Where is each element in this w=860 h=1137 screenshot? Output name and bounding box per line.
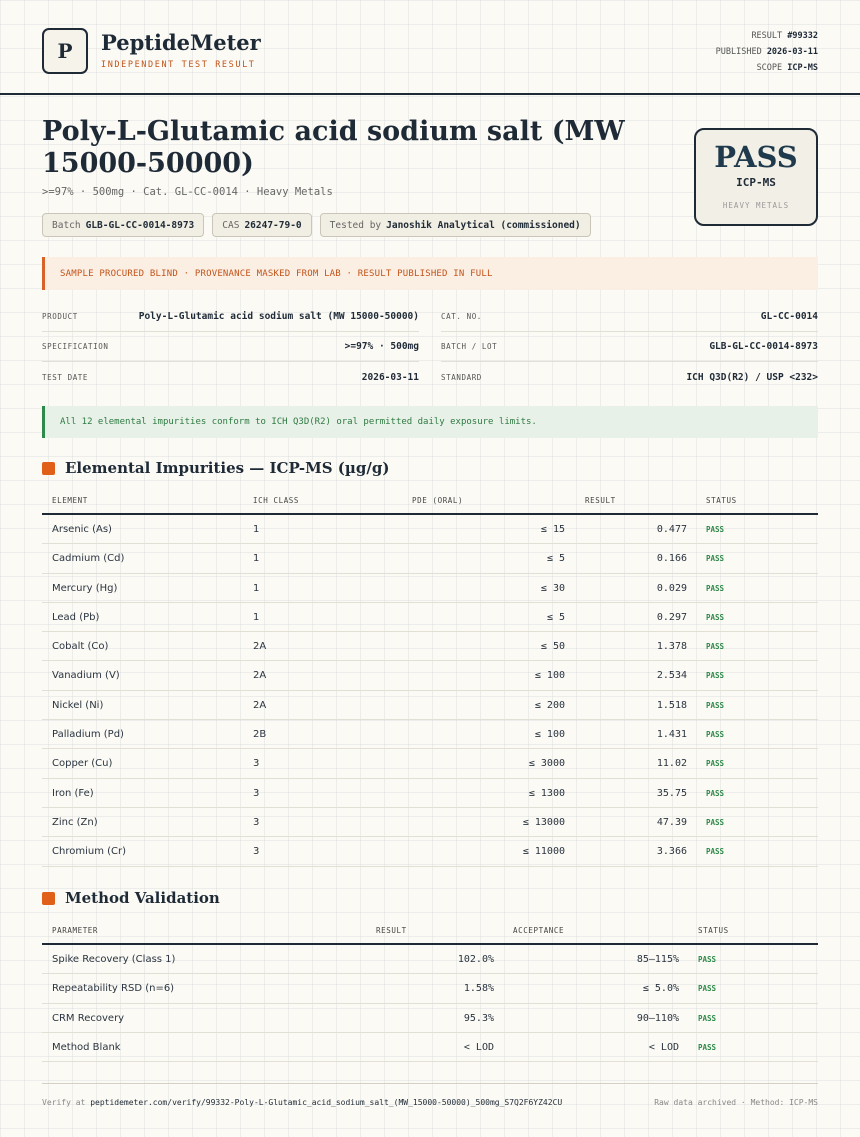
logo-mark: P	[42, 28, 88, 74]
element-name: Zinc (Zn)	[52, 816, 98, 828]
info-row-test-date	[42, 362, 419, 392]
ich-class: 1	[253, 524, 260, 535]
ich-class: 2A	[253, 641, 267, 653]
table-row	[42, 632, 818, 661]
info-column-right	[441, 302, 818, 392]
info-value: 2026-03-11	[361, 371, 419, 383]
table-row	[42, 974, 818, 1003]
element-name: Copper (Cu)	[52, 758, 113, 770]
acceptance-range: 90–110%	[636, 1012, 679, 1024]
section-marker-icon	[42, 462, 55, 475]
status-pass-badge: PASS	[706, 759, 725, 769]
result-value: 0.477	[656, 524, 687, 535]
status-pass-badge: PASS	[706, 700, 725, 710]
verdict-badge	[694, 128, 818, 226]
cas-chip	[212, 213, 311, 237]
status-pass-badge: PASS	[698, 955, 717, 964]
info-value: GL-CC-0014	[760, 311, 818, 322]
acceptance-range: < LOD	[648, 1041, 679, 1053]
product-subtitle: >=97% · 500mg · Cat. GL-CC-0014 · Heavy Metals	[42, 186, 333, 198]
scope-value: ICP-MS	[787, 63, 818, 73]
pde-limit: ≤ 5	[546, 553, 565, 565]
verify-link[interactable]: peptidemeter.com/verify/99332-Poly-L-Glutamic_acid_sodium_salt_(MW_15000-50000)_500mg_S7Q2F6YZ42CU	[90, 1098, 563, 1107]
column-header: STATUS	[706, 496, 737, 505]
table-header	[42, 493, 818, 515]
chip-value: Janoshik Analytical (commissioned)	[386, 219, 581, 231]
section-title: Method Validation	[65, 889, 220, 907]
brand-name: PeptideMeter	[101, 30, 261, 55]
chip-label: Batch	[52, 219, 81, 231]
column-header: RESULT	[585, 496, 616, 505]
pde-limit: ≤ 200	[534, 699, 565, 711]
verify-prefix: Verify at	[42, 1098, 86, 1107]
table-row	[42, 945, 818, 974]
section-title: Elemental Impurities — ICP-MS (µg/g)	[65, 459, 390, 477]
product-title: Poly-L-Glutamic acid sodium salt (MW 15000-50000)	[42, 116, 625, 179]
ich-class: 2A	[253, 699, 267, 711]
info-row-specification	[42, 332, 419, 362]
table-row	[42, 720, 818, 749]
status-pass-badge: PASS	[706, 730, 725, 740]
procurement-notice: SAMPLE PROCURED BLIND · PROVENANCE MASKED FROM LAB · RESULT PUBLISHED IN FULL	[42, 257, 818, 290]
verify-line	[42, 1098, 562, 1107]
result-value: 3.366	[656, 846, 687, 858]
table-row	[42, 515, 818, 544]
status-pass-badge: PASS	[698, 1013, 717, 1023]
info-row-standard	[441, 362, 818, 392]
result-value: 95.3%	[463, 1012, 494, 1024]
pde-limit: ≤ 13000	[522, 816, 565, 828]
parameter-name: CRM Recovery	[52, 1012, 125, 1024]
info-label: SPECIFICATION	[42, 342, 109, 351]
chip-value: GLB-GL-CC-0014-8973	[85, 219, 195, 231]
scope-label: SCOPE	[756, 63, 783, 73]
published-label: PUBLISHED	[715, 47, 762, 57]
batch-chip	[42, 213, 204, 237]
pde-limit: ≤ 1300	[528, 787, 565, 799]
info-value: GLB-GL-CC-0014-8973	[709, 341, 818, 352]
ich-class: 3	[253, 816, 260, 828]
table-row	[42, 603, 818, 632]
column-header: PDE (ORAL)	[412, 496, 464, 505]
info-row-batch	[441, 332, 818, 362]
result-value: 1.378	[656, 641, 687, 653]
result-value: 35.75	[656, 787, 687, 799]
status-pass-badge: PASS	[706, 671, 725, 681]
pde-limit: ≤ 100	[534, 729, 565, 741]
info-row-product	[42, 302, 419, 332]
validation-heading	[42, 889, 220, 907]
verdict-scope: HEAVY METALS	[722, 201, 790, 210]
table-row	[42, 1033, 818, 1062]
status-pass-badge: PASS	[706, 583, 725, 593]
pde-limit: ≤ 15	[540, 524, 565, 535]
column-header: ICH CLASS	[253, 496, 300, 505]
brand-tagline: INDEPENDENT TEST RESULT	[101, 60, 256, 70]
parameter-name: Spike Recovery (Class 1)	[52, 954, 176, 965]
impurities-heading	[42, 459, 389, 477]
info-label: TEST DATE	[42, 372, 89, 382]
result-value: 0.166	[656, 553, 687, 565]
impurities-table	[42, 493, 818, 867]
ich-class: 2A	[253, 670, 267, 682]
element-name: Nickel (Ni)	[52, 699, 104, 711]
element-name: Lead (Pb)	[52, 611, 100, 623]
pde-limit: ≤ 11000	[522, 846, 565, 858]
result-value: < LOD	[463, 1041, 494, 1053]
validation-table	[42, 923, 818, 1062]
status-pass-badge: PASS	[706, 847, 725, 857]
result-value: 47.39	[656, 816, 687, 828]
status-pass-badge: PASS	[706, 642, 725, 652]
status-pass-badge: PASS	[706, 525, 725, 534]
parameter-name: Method Blank	[52, 1041, 121, 1053]
table-row	[42, 544, 818, 573]
info-value: Poly-L-Glutamic acid sodium salt (MW 15000-50000)	[138, 311, 419, 322]
pde-limit: ≤ 5	[546, 611, 565, 623]
result-value: 0.297	[656, 611, 687, 623]
table-body	[42, 515, 818, 867]
element-name: Cadmium (Cd)	[52, 553, 125, 565]
pde-limit: ≤ 100	[534, 670, 565, 682]
ich-class: 1	[253, 553, 260, 565]
parameter-name: Repeatability RSD (n=6)	[52, 983, 175, 995]
status-pass-badge: PASS	[706, 788, 725, 798]
status-pass-badge: PASS	[698, 1042, 717, 1052]
published-date: 2026-03-11	[766, 47, 818, 57]
result-value: 1.518	[656, 699, 687, 711]
ich-class: 2B	[253, 729, 267, 741]
table-header	[42, 923, 818, 945]
result-value: 11.02	[656, 758, 687, 770]
element-name: Iron (Fe)	[52, 787, 94, 799]
header-divider	[0, 93, 860, 95]
column-header: RESULT	[376, 926, 407, 935]
acceptance-range: ≤ 5.0%	[642, 983, 679, 995]
section-marker-icon	[42, 892, 55, 905]
verdict-method: ICP-MS	[736, 176, 776, 189]
column-header: ELEMENT	[52, 496, 88, 505]
status-pass-badge: PASS	[706, 554, 725, 564]
pde-limit: ≤ 30	[540, 582, 565, 594]
status-pass-badge: PASS	[706, 817, 725, 827]
column-header: ACCEPTANCE	[513, 926, 565, 935]
element-name: Arsenic (As)	[52, 524, 112, 535]
element-name: Cobalt (Co)	[52, 641, 109, 653]
info-label: BATCH / LOT	[441, 342, 498, 351]
element-name: Mercury (Hg)	[52, 582, 118, 594]
chip-value: 26247-79-0	[244, 219, 302, 231]
product-chips	[42, 213, 591, 237]
element-name: Chromium (Cr)	[52, 846, 127, 858]
report-header	[42, 28, 818, 78]
acceptance-range: 85–115%	[636, 954, 679, 965]
column-header: PARAMETER	[52, 926, 99, 935]
column-header: STATUS	[698, 926, 729, 935]
verdict-word: PASS	[714, 140, 798, 174]
ich-class: 1	[253, 582, 260, 594]
result-label: RESULT	[751, 31, 783, 41]
ich-class: 1	[253, 611, 260, 623]
chip-label: Tested by	[329, 219, 382, 231]
report-footer	[42, 1083, 818, 1107]
status-pass-badge: PASS	[698, 984, 717, 994]
chip-label: CAS	[222, 219, 240, 231]
info-value: ICH Q3D(R2) / USP <232>	[686, 371, 818, 383]
status-pass-badge: PASS	[706, 612, 725, 622]
ich-class: 3	[253, 787, 260, 799]
pde-limit: ≤ 50	[540, 641, 565, 653]
ich-class: 3	[253, 758, 260, 770]
result-value: 0.029	[656, 582, 687, 594]
tested-by-chip	[320, 213, 591, 237]
info-column-left	[42, 302, 419, 392]
result-value: 1.58%	[463, 983, 494, 995]
info-value: >=97% · 500mg	[344, 341, 419, 352]
result-value: 1.431	[656, 729, 687, 741]
table-row	[42, 749, 818, 778]
table-body	[42, 945, 818, 1062]
table-row	[42, 661, 818, 690]
table-row	[42, 574, 818, 603]
table-row	[42, 808, 818, 837]
table-row	[42, 779, 818, 808]
report-meta	[716, 28, 818, 76]
conformance-banner: All 12 elemental impurities conform to ICH Q3D(R2) oral permitted daily exposure limits.	[42, 406, 818, 438]
result-value: 2.534	[656, 670, 687, 682]
table-row	[42, 1004, 818, 1033]
info-label: STANDARD	[441, 372, 482, 382]
info-row-cat-no	[441, 302, 818, 332]
info-label: PRODUCT	[42, 312, 78, 321]
result-value: 102.0%	[457, 954, 494, 965]
element-name: Vanadium (V)	[52, 670, 120, 682]
element-name: Palladium (Pd)	[52, 729, 124, 741]
info-label: CAT. NO.	[441, 312, 482, 321]
table-row	[42, 691, 818, 720]
footer-note: Raw data archived · Method: ICP-MS	[654, 1098, 818, 1107]
pde-limit: ≤ 3000	[528, 758, 565, 770]
result-id: #99332	[787, 31, 818, 41]
table-row	[42, 837, 818, 866]
ich-class: 3	[253, 846, 260, 858]
